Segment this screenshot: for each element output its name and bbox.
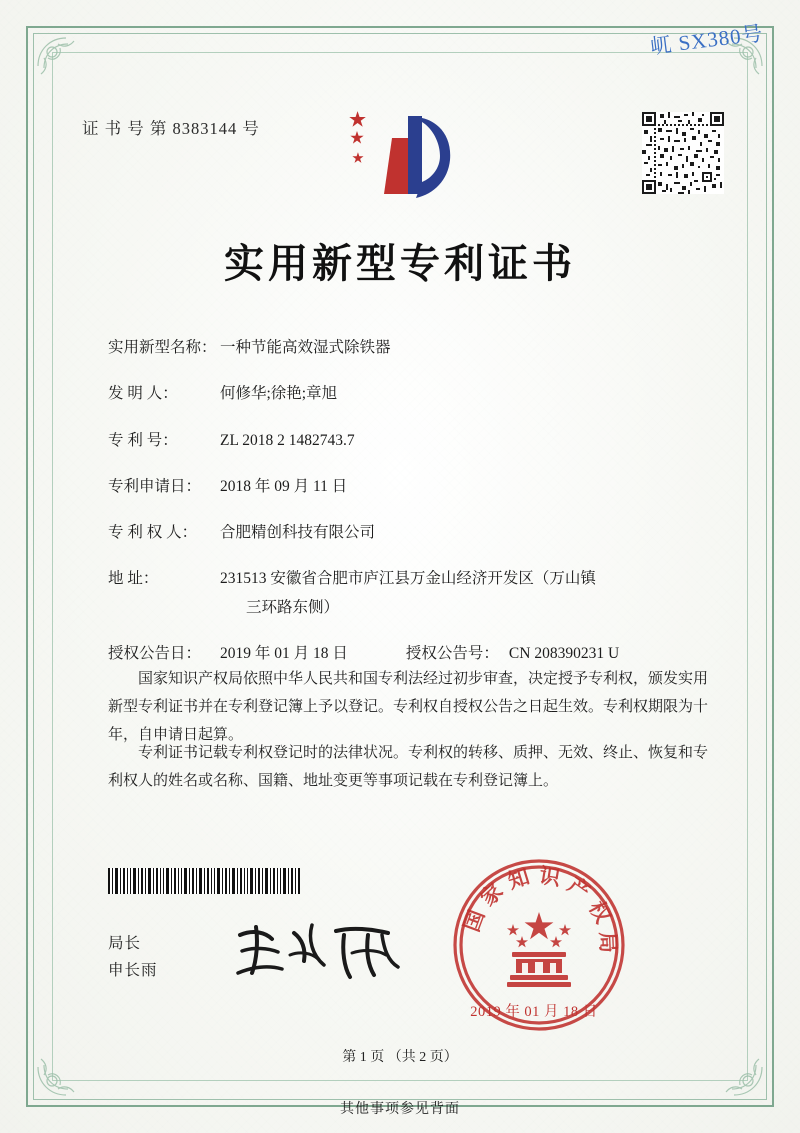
director-signature bbox=[232, 915, 412, 985]
field-grant-publication bbox=[108, 642, 708, 665]
field-list bbox=[108, 336, 708, 683]
field-patent-number bbox=[108, 429, 708, 452]
field-label: 地 址： bbox=[108, 570, 159, 588]
grant-date-label: 授权公告日： bbox=[108, 644, 202, 662]
field-value bbox=[220, 567, 708, 619]
address-line-1: 231513 安徽省合肥市庐江县万金山经济开发区（万山镇 bbox=[220, 570, 596, 588]
director-name: 申长雨 bbox=[108, 962, 158, 980]
svg-text:国 家 知 识 产 权 局: 国 家 知 识 产 权 局 bbox=[458, 862, 622, 954]
field-utility-model-name bbox=[108, 336, 708, 359]
field-label: 专利申请日： bbox=[108, 477, 202, 495]
grant-number-label: 授权公告号： bbox=[405, 644, 499, 662]
barcode bbox=[108, 868, 300, 894]
director-title-label: 局长 bbox=[108, 935, 142, 952]
field-address bbox=[108, 567, 708, 619]
page-title: 实用新型专利证书 bbox=[224, 240, 576, 287]
certificate-number: 证 书 号 第 8383144 号 bbox=[82, 119, 260, 138]
footer-note: 其他事项参见背面 bbox=[340, 1102, 460, 1117]
legal-paragraph-1: 国家知识产权局依照中华人民共和国专利法经过初步审查，决定授予专利权，颁发实用新型专利证书并在专利登记簿上予以登记。专利权自授权公告之日起生效。专利权期限为十年，自申请日起算。 bbox=[108, 671, 709, 743]
cnipa-logo-icon bbox=[336, 108, 456, 208]
corner-ornament-icon bbox=[36, 36, 98, 98]
field-value: ZL 2018 2 1482743.7 bbox=[220, 431, 355, 449]
field-value: 合肥精创科技有限公司 bbox=[220, 524, 376, 541]
field-label: 专 利 权 人： bbox=[108, 524, 198, 541]
field-patentee bbox=[108, 521, 708, 544]
legal-paragraph-2: 专利证书记载专利权登记时的法律状况。专利权的转移、质押、无效、终止、恢复和专利权人的姓名或名称、国籍、地址变更等事项记载在专利登记簿上。 bbox=[108, 745, 709, 789]
corner-ornament-icon bbox=[702, 1035, 764, 1097]
field-inventors bbox=[108, 382, 708, 405]
address-line-2: 三环路东侧） bbox=[246, 598, 340, 616]
director-block bbox=[108, 930, 158, 984]
field-label: 实用新型名称： bbox=[108, 339, 217, 356]
field-value: 2018 年 09 月 11 日 bbox=[220, 477, 348, 495]
seal-date: 2019 年 01 月 18 日 bbox=[470, 1004, 598, 1020]
qr-code bbox=[642, 112, 724, 194]
field-label: 专 利 号： bbox=[108, 431, 178, 449]
grant-date-value: 2019 年 01 月 18 日 bbox=[220, 644, 348, 662]
field-label: 发 明 人： bbox=[108, 385, 178, 403]
handwritten-code: 屼 SX380号 bbox=[649, 21, 766, 59]
field-value: 一种节能高效湿式除铁器 bbox=[220, 339, 391, 356]
field-application-date bbox=[108, 475, 708, 498]
field-value: 何修华;徐艳;章旭 bbox=[220, 385, 338, 403]
page-number: 第 1 页 （共 2 页） bbox=[342, 1050, 458, 1065]
grant-number-value: CN 208390231 U bbox=[508, 644, 620, 662]
corner-ornament-icon bbox=[36, 1035, 98, 1097]
